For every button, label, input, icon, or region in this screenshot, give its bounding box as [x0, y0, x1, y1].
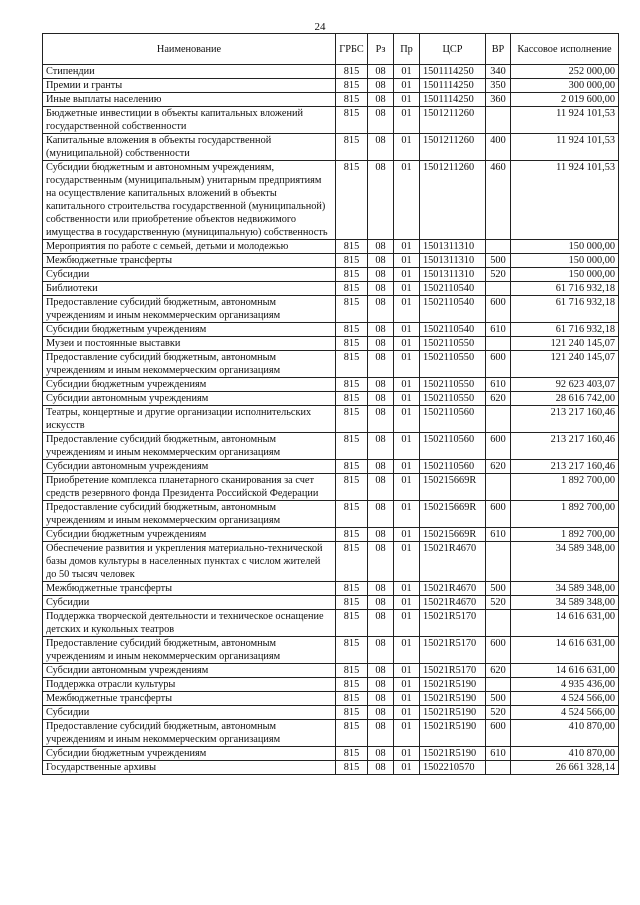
cell-name: Предоставление субсидий бюджетным, автономным учреждениям и иным некоммерческим организациям	[43, 637, 336, 664]
table-row	[43, 433, 619, 460]
cell-grbs: 815	[336, 392, 368, 406]
cell-rz: 08	[368, 706, 394, 720]
header-csr: ЦСР	[420, 34, 486, 65]
cell-amount: 61 716 932,18	[511, 296, 619, 323]
cell-csr: 150215669R	[420, 474, 486, 501]
cell-name: Субсидии автономным учреждениям	[43, 460, 336, 474]
table-row	[43, 637, 619, 664]
cell-grbs: 815	[336, 351, 368, 378]
cell-amount: 121 240 145,07	[511, 351, 619, 378]
cell-grbs: 815	[336, 93, 368, 107]
cell-vr: 600	[486, 637, 511, 664]
cell-vr: 610	[486, 378, 511, 392]
cell-amount: 213 217 160,46	[511, 433, 619, 460]
table-header-row	[43, 34, 619, 65]
cell-grbs: 815	[336, 107, 368, 134]
cell-csr: 1502110540	[420, 282, 486, 296]
cell-pr: 01	[394, 610, 420, 637]
cell-vr: 400	[486, 134, 511, 161]
cell-rz: 08	[368, 664, 394, 678]
budget-execution-table	[42, 33, 619, 775]
header-vr: ВР	[486, 34, 511, 65]
cell-grbs: 815	[336, 474, 368, 501]
cell-csr: 1502110550	[420, 337, 486, 351]
cell-grbs: 815	[336, 240, 368, 254]
table-row	[43, 761, 619, 775]
cell-pr: 01	[394, 268, 420, 282]
cell-pr: 01	[394, 79, 420, 93]
table-row	[43, 268, 619, 282]
cell-rz: 08	[368, 501, 394, 528]
table-row	[43, 254, 619, 268]
cell-grbs: 815	[336, 664, 368, 678]
cell-amount: 14 616 631,00	[511, 664, 619, 678]
table-row	[43, 240, 619, 254]
cell-amount: 61 716 932,18	[511, 282, 619, 296]
cell-pr: 01	[394, 161, 420, 240]
table-row	[43, 706, 619, 720]
cell-grbs: 815	[336, 433, 368, 460]
cell-grbs: 815	[336, 268, 368, 282]
cell-amount: 1 892 700,00	[511, 501, 619, 528]
cell-name: Межбюджетные трансферты	[43, 582, 336, 596]
table-row	[43, 528, 619, 542]
cell-amount: 410 870,00	[511, 720, 619, 747]
cell-amount: 213 217 160,46	[511, 406, 619, 433]
table-row	[43, 610, 619, 637]
cell-vr: 600	[486, 296, 511, 323]
cell-amount: 34 589 348,00	[511, 542, 619, 582]
cell-vr: 500	[486, 692, 511, 706]
cell-rz: 08	[368, 323, 394, 337]
cell-pr: 01	[394, 542, 420, 582]
cell-grbs: 815	[336, 501, 368, 528]
table-row	[43, 596, 619, 610]
cell-pr: 01	[394, 761, 420, 775]
cell-name: Предоставление субсидий бюджетным, автономным учреждениям и иным некоммерческим организациям	[43, 351, 336, 378]
table-row	[43, 351, 619, 378]
cell-csr: 15021R4670	[420, 582, 486, 596]
cell-amount: 11 924 101,53	[511, 134, 619, 161]
cell-amount: 26 661 328,14	[511, 761, 619, 775]
table-row	[43, 107, 619, 134]
cell-grbs: 815	[336, 254, 368, 268]
cell-amount: 1 892 700,00	[511, 528, 619, 542]
cell-vr: 520	[486, 596, 511, 610]
cell-rz: 08	[368, 134, 394, 161]
cell-csr: 150215669R	[420, 528, 486, 542]
cell-name: Государственные архивы	[43, 761, 336, 775]
cell-csr: 1501211260	[420, 161, 486, 240]
cell-rz: 08	[368, 240, 394, 254]
cell-grbs: 815	[336, 637, 368, 664]
cell-rz: 08	[368, 107, 394, 134]
cell-amount: 34 589 348,00	[511, 582, 619, 596]
cell-name: Предоставление субсидий бюджетным, автономным учреждениям и иным некоммерческим организациям	[43, 501, 336, 528]
cell-grbs: 815	[336, 528, 368, 542]
cell-rz: 08	[368, 582, 394, 596]
cell-rz: 08	[368, 296, 394, 323]
cell-vr: 520	[486, 268, 511, 282]
cell-rz: 08	[368, 254, 394, 268]
cell-grbs: 815	[336, 296, 368, 323]
cell-amount: 300 000,00	[511, 79, 619, 93]
cell-csr: 1501211260	[420, 134, 486, 161]
cell-vr	[486, 610, 511, 637]
cell-amount: 14 616 631,00	[511, 637, 619, 664]
cell-name: Межбюджетные трансферты	[43, 254, 336, 268]
cell-csr: 15021R5190	[420, 747, 486, 761]
cell-amount: 4 524 566,00	[511, 692, 619, 706]
cell-csr: 1501311310	[420, 254, 486, 268]
cell-name: Обеспечение развития и укрепления материально-технической базы домов культуры в населенных пунктах с числом жителей до 50 тысяч человек	[43, 542, 336, 582]
cell-csr: 15021R5190	[420, 706, 486, 720]
cell-grbs: 815	[336, 706, 368, 720]
cell-grbs: 815	[336, 610, 368, 637]
cell-rz: 08	[368, 528, 394, 542]
cell-grbs: 815	[336, 323, 368, 337]
cell-vr	[486, 107, 511, 134]
cell-rz: 08	[368, 610, 394, 637]
cell-csr: 15021R5190	[420, 678, 486, 692]
table-row	[43, 93, 619, 107]
cell-rz: 08	[368, 692, 394, 706]
cell-vr	[486, 240, 511, 254]
cell-csr: 1501114250	[420, 65, 486, 79]
cell-name: Иные выплаты населению	[43, 93, 336, 107]
cell-name: Музеи и постоянные выставки	[43, 337, 336, 351]
table-row	[43, 337, 619, 351]
cell-rz: 08	[368, 460, 394, 474]
cell-vr	[486, 542, 511, 582]
cell-pr: 01	[394, 392, 420, 406]
table-row	[43, 582, 619, 596]
cell-rz: 08	[368, 351, 394, 378]
cell-amount: 213 217 160,46	[511, 460, 619, 474]
cell-amount: 2 019 600,00	[511, 93, 619, 107]
cell-csr: 1502110560	[420, 406, 486, 433]
cell-pr: 01	[394, 582, 420, 596]
table-row	[43, 678, 619, 692]
cell-name: Субсидии	[43, 268, 336, 282]
cell-grbs: 815	[336, 337, 368, 351]
cell-csr: 1502110550	[420, 392, 486, 406]
cell-vr	[486, 282, 511, 296]
cell-csr: 1501114250	[420, 79, 486, 93]
table-row	[43, 65, 619, 79]
cell-grbs: 815	[336, 692, 368, 706]
cell-amount: 252 000,00	[511, 65, 619, 79]
table-row	[43, 692, 619, 706]
table-row	[43, 392, 619, 406]
cell-vr: 350	[486, 79, 511, 93]
header-grbs: ГРБС	[336, 34, 368, 65]
cell-amount: 4 524 566,00	[511, 706, 619, 720]
cell-pr: 01	[394, 282, 420, 296]
cell-pr: 01	[394, 337, 420, 351]
cell-grbs: 815	[336, 282, 368, 296]
cell-amount: 61 716 932,18	[511, 323, 619, 337]
cell-grbs: 815	[336, 79, 368, 93]
cell-name: Театры, концертные и другие организации исполнительских искусств	[43, 406, 336, 433]
cell-csr: 1502110540	[420, 323, 486, 337]
cell-rz: 08	[368, 337, 394, 351]
table-row	[43, 134, 619, 161]
table-row	[43, 282, 619, 296]
table-row	[43, 720, 619, 747]
cell-vr: 360	[486, 93, 511, 107]
cell-pr: 01	[394, 747, 420, 761]
cell-pr: 01	[394, 460, 420, 474]
cell-vr: 600	[486, 501, 511, 528]
table-row	[43, 664, 619, 678]
cell-csr: 15021R4670	[420, 542, 486, 582]
cell-csr: 15021R5170	[420, 610, 486, 637]
cell-rz: 08	[368, 268, 394, 282]
cell-pr: 01	[394, 378, 420, 392]
cell-name: Бюджетные инвестиции в объекты капитальных вложений государственной собственности	[43, 107, 336, 134]
cell-name: Предоставление субсидий бюджетным, автономным учреждениям и иным некоммерческим организациям	[43, 433, 336, 460]
header-name: Наименование	[43, 34, 336, 65]
cell-vr	[486, 678, 511, 692]
cell-grbs: 815	[336, 460, 368, 474]
cell-grbs: 815	[336, 406, 368, 433]
cell-grbs: 815	[336, 761, 368, 775]
cell-grbs: 815	[336, 65, 368, 79]
cell-rz: 08	[368, 282, 394, 296]
table-row	[43, 406, 619, 433]
cell-amount: 121 240 145,07	[511, 337, 619, 351]
cell-amount: 150 000,00	[511, 268, 619, 282]
cell-name: Субсидии	[43, 706, 336, 720]
cell-csr: 1501311310	[420, 268, 486, 282]
cell-pr: 01	[394, 678, 420, 692]
cell-rz: 08	[368, 406, 394, 433]
cell-rz: 08	[368, 761, 394, 775]
cell-csr: 15021R5190	[420, 720, 486, 747]
cell-vr: 500	[486, 582, 511, 596]
cell-name: Субсидии бюджетным учреждениям	[43, 747, 336, 761]
cell-pr: 01	[394, 474, 420, 501]
cell-name: Субсидии бюджетным учреждениям	[43, 378, 336, 392]
cell-rz: 08	[368, 637, 394, 664]
cell-rz: 08	[368, 720, 394, 747]
cell-amount: 150 000,00	[511, 240, 619, 254]
cell-name: Приобретение комплекса планетарного сканирования за счет средств резервного фонда Президента Российской Федерации	[43, 474, 336, 501]
cell-grbs: 815	[336, 161, 368, 240]
cell-vr: 340	[486, 65, 511, 79]
cell-vr: 500	[486, 254, 511, 268]
table-row	[43, 542, 619, 582]
cell-rz: 08	[368, 678, 394, 692]
cell-name: Субсидии	[43, 596, 336, 610]
cell-name: Мероприятия по работе с семьей, детьми и молодежью	[43, 240, 336, 254]
cell-csr: 15021R5170	[420, 637, 486, 664]
cell-pr: 01	[394, 107, 420, 134]
cell-pr: 01	[394, 406, 420, 433]
cell-csr: 1501211260	[420, 107, 486, 134]
cell-csr: 1501311310	[420, 240, 486, 254]
cell-vr: 610	[486, 323, 511, 337]
cell-amount: 410 870,00	[511, 747, 619, 761]
cell-name: Поддержка творческой деятельности и техническое оснащение детских и кукольных театров	[43, 610, 336, 637]
cell-grbs: 815	[336, 134, 368, 161]
table-row	[43, 323, 619, 337]
cell-pr: 01	[394, 351, 420, 378]
cell-vr	[486, 761, 511, 775]
cell-name: Предоставление субсидий бюджетным, автономным учреждениям и иным некоммерческим организациям	[43, 296, 336, 323]
cell-pr: 01	[394, 637, 420, 664]
cell-csr: 1502210570	[420, 761, 486, 775]
cell-pr: 01	[394, 692, 420, 706]
cell-amount: 11 924 101,53	[511, 161, 619, 240]
cell-pr: 01	[394, 65, 420, 79]
page-number: 24	[314, 21, 326, 33]
cell-grbs: 815	[336, 720, 368, 747]
cell-grbs: 815	[336, 582, 368, 596]
cell-vr: 520	[486, 706, 511, 720]
cell-grbs: 815	[336, 378, 368, 392]
cell-amount: 14 616 631,00	[511, 610, 619, 637]
cell-name: Субсидии бюджетным учреждениям	[43, 323, 336, 337]
cell-pr: 01	[394, 240, 420, 254]
cell-grbs: 815	[336, 596, 368, 610]
header-rz: Рз	[368, 34, 394, 65]
table-row	[43, 296, 619, 323]
cell-rz: 08	[368, 542, 394, 582]
cell-name: Межбюджетные трансферты	[43, 692, 336, 706]
table-row	[43, 460, 619, 474]
table-row	[43, 474, 619, 501]
cell-csr: 1502110560	[420, 460, 486, 474]
cell-rz: 08	[368, 79, 394, 93]
cell-vr: 620	[486, 664, 511, 678]
cell-csr: 15021R5190	[420, 692, 486, 706]
cell-vr	[486, 406, 511, 433]
cell-amount: 92 623 403,07	[511, 378, 619, 392]
cell-rz: 08	[368, 378, 394, 392]
cell-csr: 1501114250	[420, 93, 486, 107]
cell-grbs: 815	[336, 542, 368, 582]
cell-amount: 150 000,00	[511, 254, 619, 268]
table-row	[43, 79, 619, 93]
cell-rz: 08	[368, 747, 394, 761]
cell-pr: 01	[394, 720, 420, 747]
cell-pr: 01	[394, 664, 420, 678]
cell-pr: 01	[394, 254, 420, 268]
cell-vr: 620	[486, 460, 511, 474]
cell-pr: 01	[394, 296, 420, 323]
cell-csr: 1502110550	[420, 378, 486, 392]
cell-amount: 4 935 436,00	[511, 678, 619, 692]
cell-name: Поддержка отрасли культуры	[43, 678, 336, 692]
cell-name: Субсидии автономным учреждениям	[43, 392, 336, 406]
cell-vr	[486, 337, 511, 351]
cell-name: Стипендии	[43, 65, 336, 79]
cell-grbs: 815	[336, 747, 368, 761]
table-row	[43, 378, 619, 392]
cell-vr: 610	[486, 747, 511, 761]
cell-pr: 01	[394, 706, 420, 720]
cell-amount: 34 589 348,00	[511, 596, 619, 610]
cell-rz: 08	[368, 93, 394, 107]
cell-csr: 1502110540	[420, 296, 486, 323]
cell-grbs: 815	[336, 678, 368, 692]
cell-vr: 460	[486, 161, 511, 240]
cell-rz: 08	[368, 433, 394, 460]
cell-amount: 11 924 101,53	[511, 107, 619, 134]
cell-rz: 08	[368, 474, 394, 501]
cell-vr: 620	[486, 392, 511, 406]
cell-rz: 08	[368, 65, 394, 79]
cell-name: Капитальные вложения в объекты государственной (муниципальной) собственности	[43, 134, 336, 161]
cell-csr: 15021R5170	[420, 664, 486, 678]
cell-vr: 610	[486, 528, 511, 542]
table-row	[43, 161, 619, 240]
cell-vr	[486, 474, 511, 501]
cell-name: Премии и гранты	[43, 79, 336, 93]
header-amount: Кассовое исполнение	[511, 34, 619, 65]
cell-vr: 600	[486, 433, 511, 460]
table-row	[43, 747, 619, 761]
cell-pr: 01	[394, 93, 420, 107]
cell-amount: 1 892 700,00	[511, 474, 619, 501]
cell-pr: 01	[394, 501, 420, 528]
cell-name: Субсидии бюджетным учреждениям	[43, 528, 336, 542]
cell-pr: 01	[394, 433, 420, 460]
cell-csr: 15021R4670	[420, 596, 486, 610]
cell-vr: 600	[486, 351, 511, 378]
cell-pr: 01	[394, 596, 420, 610]
cell-rz: 08	[368, 161, 394, 240]
cell-name: Предоставление субсидий бюджетным, автономным учреждениям и иным некоммерческим организациям	[43, 720, 336, 747]
cell-amount: 28 616 742,00	[511, 392, 619, 406]
cell-name: Библиотеки	[43, 282, 336, 296]
cell-name: Субсидии бюджетным и автономным учреждениям, государственным (муниципальным) унитарным предприятиям на осуществление капитальных вложений в объекты капитального строительства государственной (муниципальной) собственности или приобретение объектов недвижимого имущества в государственную (муниципальную) собственность	[43, 161, 336, 240]
cell-pr: 01	[394, 323, 420, 337]
cell-csr: 150215669R	[420, 501, 486, 528]
cell-vr: 600	[486, 720, 511, 747]
cell-csr: 1502110550	[420, 351, 486, 378]
cell-pr: 01	[394, 134, 420, 161]
cell-rz: 08	[368, 596, 394, 610]
cell-name: Субсидии автономным учреждениям	[43, 664, 336, 678]
cell-rz: 08	[368, 392, 394, 406]
cell-pr: 01	[394, 528, 420, 542]
header-pr: Пр	[394, 34, 420, 65]
cell-csr: 1502110560	[420, 433, 486, 460]
table-row	[43, 501, 619, 528]
